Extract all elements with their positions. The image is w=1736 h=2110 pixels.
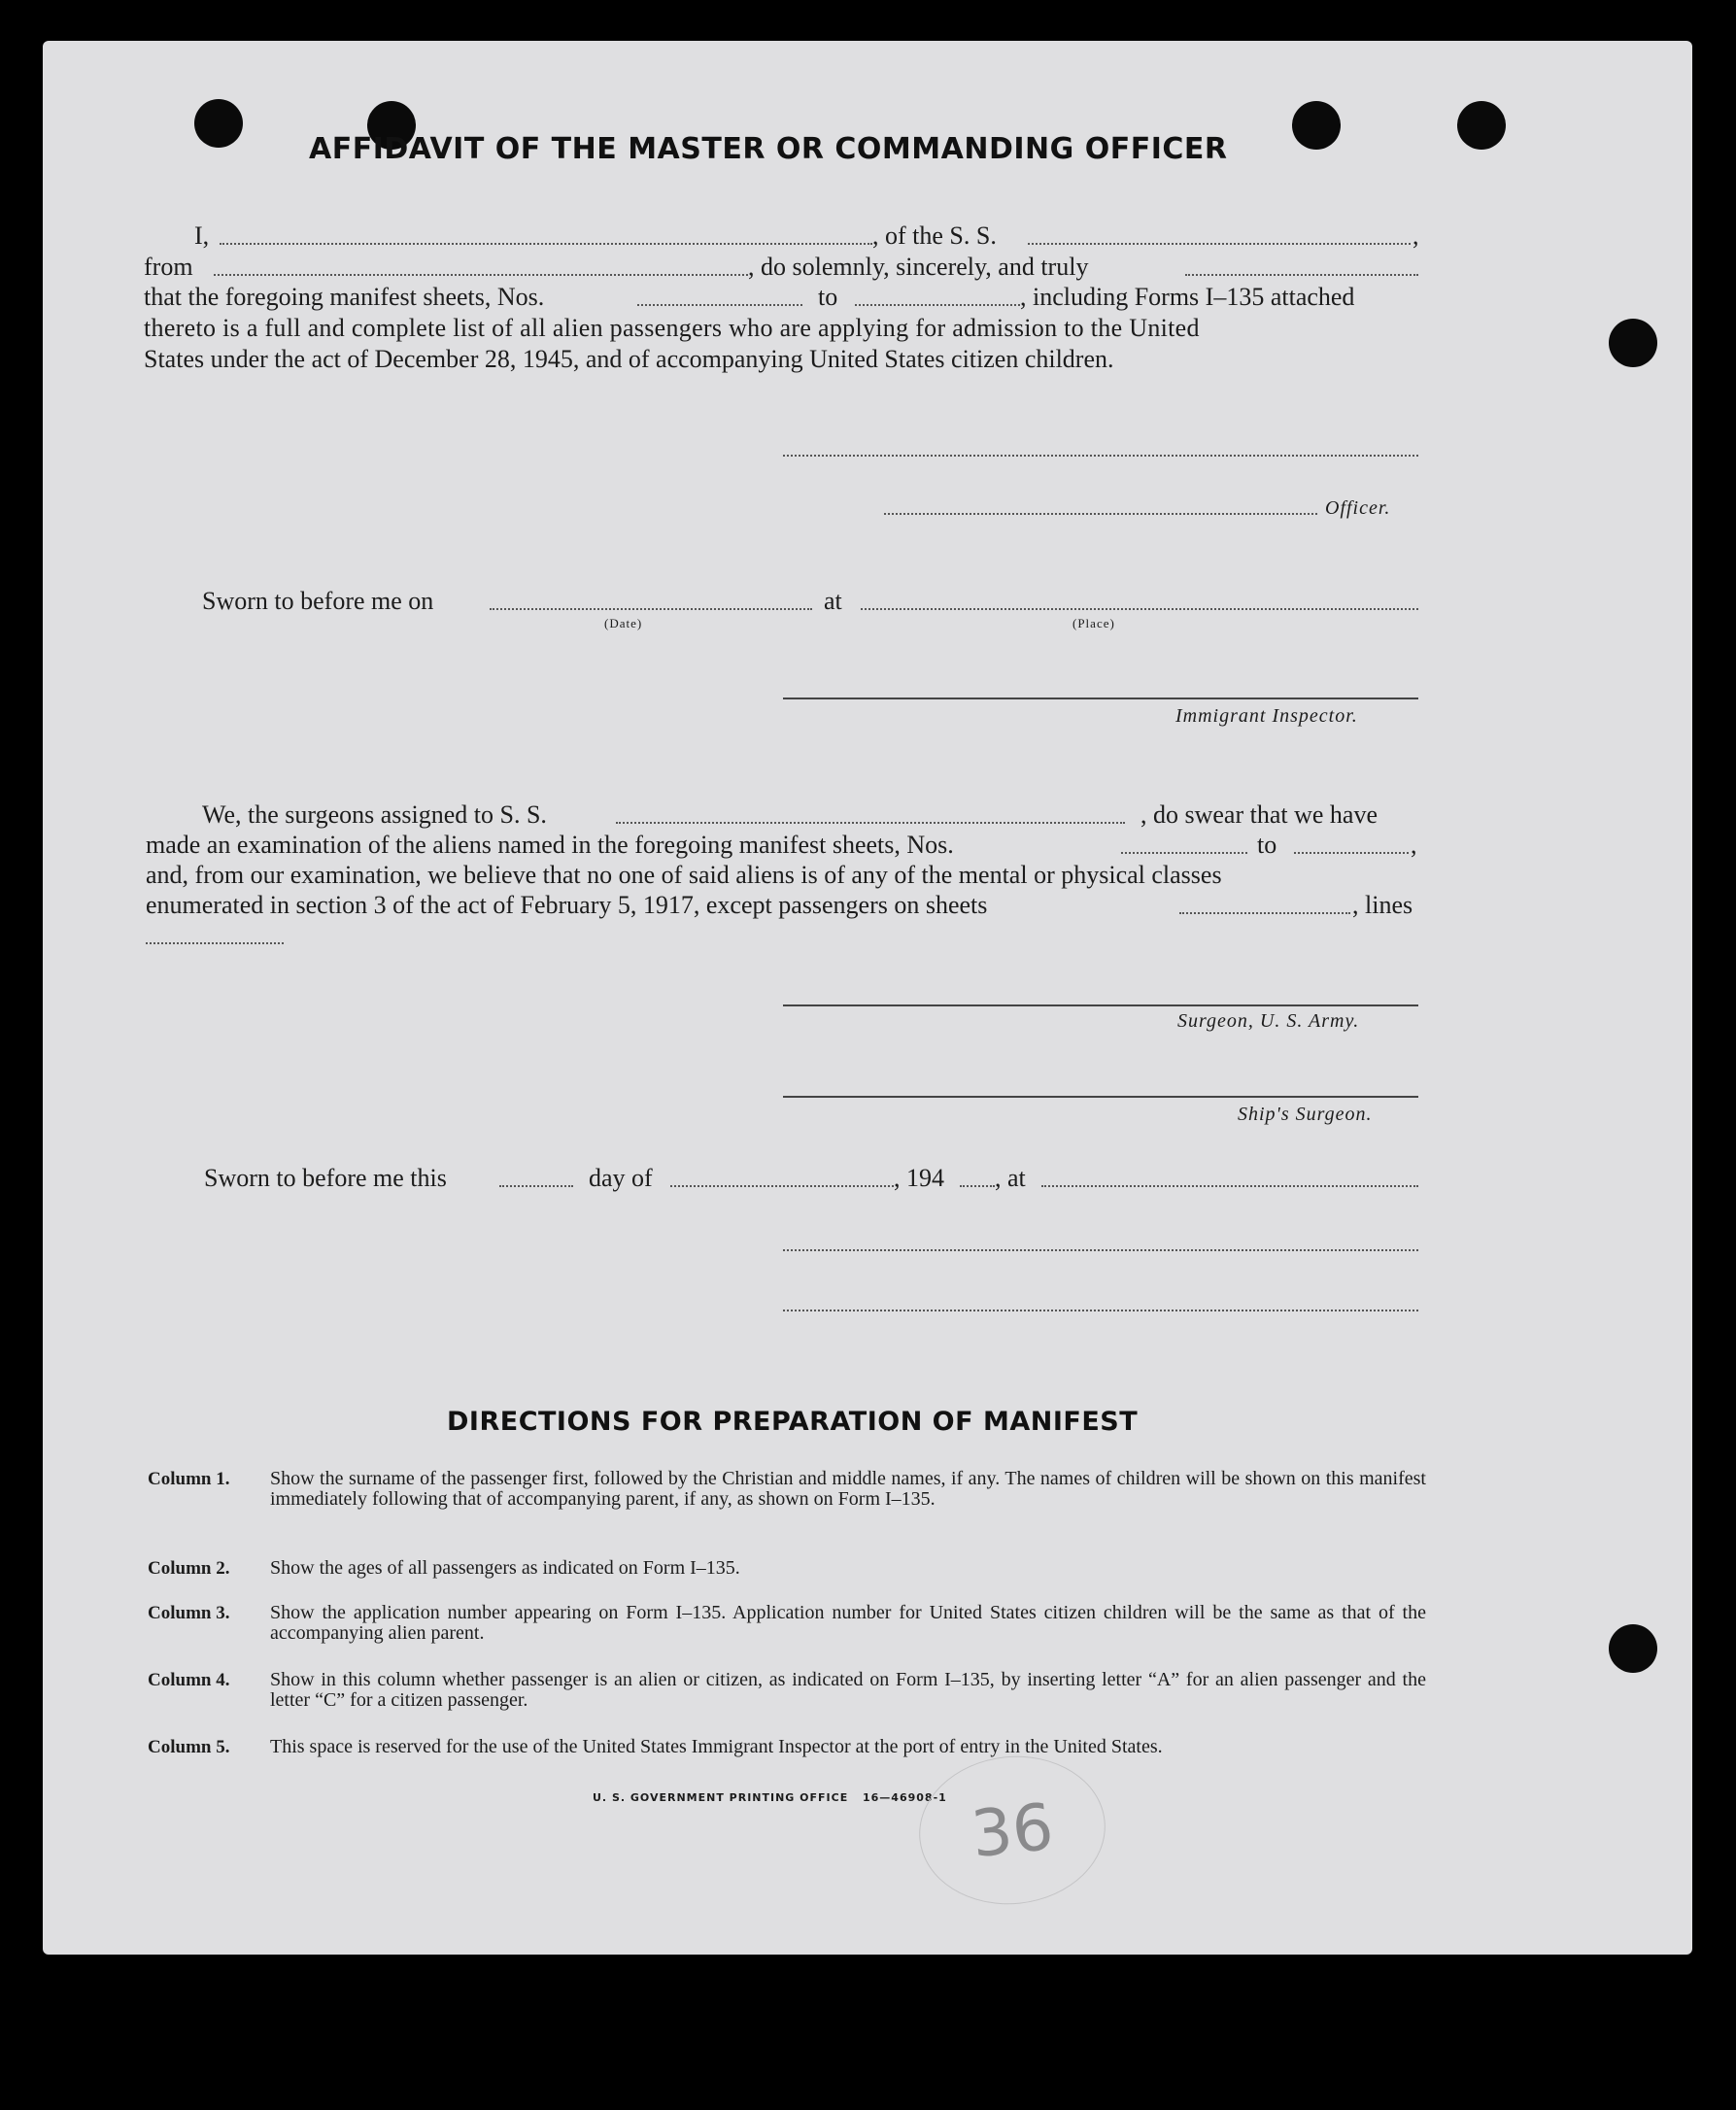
sworn-1-pre: Sworn to before me on (202, 587, 434, 615)
sworn-line-2 (144, 1164, 1420, 1195)
surgeons-line-4-end: , lines (1352, 891, 1413, 919)
affidavit-line-3-mid: to (818, 283, 838, 311)
inspector-signature-line (783, 698, 1418, 699)
affidavit-line-4 (144, 314, 1420, 345)
sheets-to-field (855, 283, 1020, 306)
inspector-label: Immigrant Inspector. (1175, 705, 1358, 727)
surgeons-line-2 (144, 831, 1420, 862)
sheets-from-field (637, 283, 802, 306)
surgeons-line-2-pre: made an examination of the aliens named in the foregoing manifest sheets, Nos. (146, 831, 954, 859)
affidavit-line-1-pre: I, (194, 221, 210, 250)
surgeons-line-4-pre: enumerated in section 3 of the act of February 5, 1917, except passengers on sheets (146, 891, 988, 919)
punch-hole-6 (1609, 1624, 1657, 1673)
officer-label: Officer. (1325, 497, 1391, 519)
officer-signature-line-2 (884, 492, 1317, 515)
affidavit-line-1-end: , (1413, 221, 1419, 250)
direction-text: Show the application number appearing on Form I–135. Application number for United States citizen children will be the same as that of the accompanying alien parent. (270, 1602, 1426, 1644)
affidavit-line-3-pre: that the foregoing manifest sheets, Nos. (144, 283, 545, 311)
affidavit-title: AFFIDAVIT OF THE MASTER OR COMMANDING OFFICER (309, 132, 1228, 166)
date-label: (Date) (604, 616, 643, 630)
surgeons-ship-field (616, 800, 1125, 824)
direction-text: Show the surname of the passenger first, followed by the Christian and middle names, if any. The names of children will be shown on this manifest immediately following that of accompanying parent, if any, as shown on Form I–135. (270, 1468, 1426, 1510)
place-label: (Place) (1072, 616, 1115, 630)
punch-hole-3 (1292, 101, 1341, 150)
surgeons-line-3 (144, 861, 1420, 892)
sworn-day-field (499, 1164, 573, 1187)
affidavit-line-1 (144, 221, 1420, 253)
sworn-2-day: day of (589, 1164, 653, 1192)
direction-label: Column 1. (148, 1469, 230, 1489)
port-from-field (214, 253, 748, 276)
direction-label: Column 2. (148, 1558, 230, 1579)
army-surgeon-signature-line (783, 1004, 1418, 1006)
ship-surgeon-label: Ship's Surgeon. (1238, 1104, 1373, 1125)
official-signature-line-2 (783, 1288, 1418, 1311)
affidavit-line-4-text: thereto is a full and complete list of all alien passengers who are applying for admission to the United (144, 314, 1200, 342)
direction-label: Column 4. (148, 1670, 230, 1690)
ship-surgeon-signature-line (783, 1096, 1418, 1098)
direction-text: This space is reserved for the use of the United States Immigrant Inspector at the port of entry in the United States. (270, 1736, 1163, 1757)
directions-title: DIRECTIONS FOR PREPARATION OF MANIFEST (447, 1407, 1139, 1437)
affidavit-line-1-mid: , of the S. S. (872, 221, 997, 250)
sworn-2-place-field (1041, 1164, 1418, 1187)
affidavit-line-5-text: States under the act of December 28, 1945, and of accompanying United States citizen children. (144, 345, 1114, 373)
punch-hole-4 (1457, 101, 1506, 150)
affidavit-line-2-pre: from (144, 253, 193, 281)
army-surgeon-label: Surgeon, U. S. Army. (1177, 1010, 1360, 1032)
surgeons-line-1 (144, 800, 1420, 832)
ship-name-field (1028, 221, 1411, 245)
surgeons-line-2-end: , (1411, 831, 1417, 859)
except-sheets-field (1179, 891, 1350, 914)
sworn-line-1 (144, 587, 1420, 618)
lines-field (146, 921, 284, 944)
surgeons-sheets-from-field (1121, 831, 1247, 854)
surgeons-sheets-to-field (1294, 831, 1409, 854)
master-name-field (220, 221, 872, 245)
surgeons-line-2-mid: to (1257, 831, 1277, 859)
form-code: 16—46908-1 (863, 1791, 947, 1804)
surgeons-line-1-end: , do swear that we have (1140, 800, 1379, 829)
official-signature-line-1 (783, 1228, 1418, 1251)
sworn-1-at: at (824, 587, 842, 615)
sworn-place-field (861, 587, 1418, 610)
officer-signature-line-1 (783, 433, 1418, 457)
printer-imprint: U. S. GOVERNMENT PRINTING OFFICE (593, 1791, 849, 1804)
oath-field (1185, 253, 1418, 276)
direction-text: Show in this column whether passenger is an alien or citizen, as indicated on Form I–135, by inserting letter “A” for an alien passenger and the letter “C” for a citizen passenger. (270, 1669, 1426, 1711)
affidavit-line-2 (144, 253, 1420, 284)
sworn-2-at: , at (995, 1164, 1026, 1192)
surgeons-line-4 (144, 891, 1420, 922)
sworn-year-field (960, 1164, 995, 1187)
punch-hole-1 (194, 99, 243, 148)
surgeons-line-1-pre: We, the surgeons assigned to S. S. (202, 800, 547, 829)
affidavit-line-3-end: , including Forms I–135 attached (1020, 283, 1355, 311)
affidavit-line-3 (144, 283, 1420, 314)
affidavit-line-5 (144, 345, 1420, 376)
direction-text: Show the ages of all passengers as indicated on Form I–135. (270, 1557, 740, 1579)
handwritten-page-number: 36 (912, 1747, 1113, 1913)
direction-label: Column 5. (148, 1737, 230, 1757)
affidavit-line-2-mid: , do solemnly, sincerely, and truly (748, 253, 1089, 281)
sworn-2-year: , 194 (894, 1164, 944, 1192)
punch-hole-5 (1609, 319, 1657, 367)
sworn-2-pre: Sworn to before me this (204, 1164, 447, 1192)
direction-label: Column 3. (148, 1603, 230, 1623)
sworn-month-field (670, 1164, 894, 1187)
surgeons-line-3-text: and, from our examination, we believe that no one of said aliens is of any of the mental or physical classes (146, 861, 1222, 889)
sworn-date-field (490, 587, 812, 610)
